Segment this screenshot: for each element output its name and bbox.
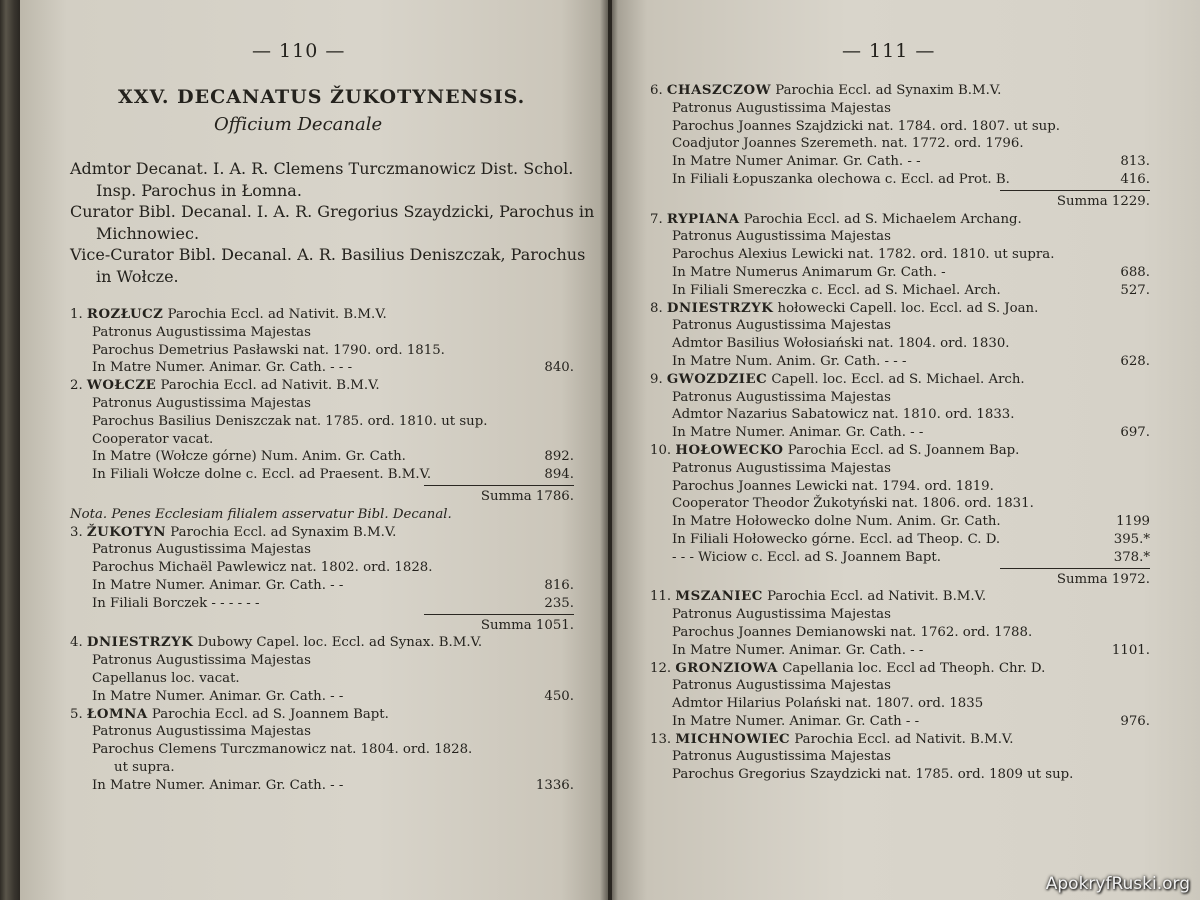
souls-count: 840. — [544, 360, 574, 376]
entry-line — [650, 389, 1150, 407]
parish-heading — [650, 371, 1150, 389]
parish-heading — [70, 524, 574, 542]
parish-heading-text — [70, 634, 482, 652]
parish-heading — [650, 82, 1150, 100]
parish-name: DNIESTRZYK — [86, 635, 194, 651]
officium-line: Curator Bibl. Decanal. I. A. R. Gregorius Szaydzicki, Parochus in Michnowiec. — [70, 202, 595, 243]
entry-line — [70, 759, 574, 777]
entry-text: Patronus Augustissima Majestas — [672, 318, 891, 334]
parish-heading-text — [650, 731, 1013, 749]
left-page — [20, 0, 608, 900]
entry-line — [650, 171, 1150, 189]
entry-text: Patronus Augustissima Majestas — [672, 460, 891, 476]
entry-line — [650, 513, 1150, 531]
entry-text: In Filiali Smereczka c. Eccl. ad S. Michael. Arch. — [672, 282, 1001, 298]
entry-text: In Matre Numerus Animarum Gr. Cath. - — [672, 264, 946, 280]
souls-count: 976. — [1120, 713, 1150, 729]
entry-text: Patronus Augustissima Majestas — [672, 607, 891, 623]
souls-count: 1101. — [1111, 642, 1150, 658]
entry-text: Parochus Clemens Turczmanowicz nat. 1804. ord. 1828. — [92, 742, 473, 758]
entry-line — [650, 606, 1150, 624]
souls-count: 416. — [1120, 171, 1150, 187]
entry-text: Admtor Hilarius Polański nat. 1807. ord. 1835 — [672, 696, 984, 712]
parish-heading — [650, 442, 1150, 460]
entry-line — [650, 246, 1150, 264]
entry-text: Parochus Michaël Pawlewicz nat. 1802. ord. 1828. — [92, 560, 433, 576]
souls-count: 688. — [1120, 264, 1150, 280]
entry-text: In Matre Numer. Animar. Gr. Cath. - - - — [92, 360, 353, 376]
parish-name: DNIESTRZYK — [666, 300, 774, 316]
nota-text: Nota. Penes Ecclesiam filialem asservatur Bibl. Decanal. — [70, 506, 452, 522]
entry-text: Coadjutor Joannes Szeremeth. nat. 1772. ord. 1796. — [672, 136, 1024, 152]
parish-number: 1. — [70, 307, 83, 322]
entry-line — [70, 541, 574, 559]
parish-name: HOŁOWECKO — [675, 442, 784, 458]
entry-line — [650, 353, 1150, 371]
entry-text: Patronus Augustissima Majestas — [92, 653, 311, 669]
souls-count: 1336. — [535, 777, 574, 793]
entry-line — [650, 406, 1150, 424]
parish-description: Parochia Eccl. ad Synaxim B.M.V. — [170, 524, 397, 540]
parish-number: 3. — [70, 524, 83, 540]
parish-name: WOŁCZE — [86, 378, 157, 394]
summa-text: Summa 1051. — [480, 617, 574, 633]
entry-text: Capellanus loc. vacat. — [92, 670, 240, 686]
right-page — [612, 0, 1200, 900]
souls-count: 813. — [1120, 154, 1150, 170]
parish-number: 9. — [650, 371, 663, 387]
parish-heading-text — [650, 82, 1001, 100]
entry-line — [650, 153, 1150, 171]
entry-text: Cooperator Theodor Žukotyński nat. 1806. ord. 1831. — [672, 496, 1034, 512]
entry-line — [70, 324, 574, 342]
entry-line — [650, 642, 1150, 660]
entry-text: In Matre Numer. Animar. Gr. Cath. - - — [92, 577, 344, 593]
entry-line — [70, 652, 574, 670]
entry-text: In Filiali Hołowecko górne. Eccl. ad Theop. C. D. — [672, 531, 1001, 547]
entry-line — [650, 713, 1150, 731]
parish-number: 5. — [70, 706, 83, 722]
parish-heading-text — [650, 442, 1019, 460]
parish-heading-text — [650, 660, 1045, 678]
parish-description: Capell. loc. Eccl. ad S. Michael. Arch. — [771, 371, 1025, 387]
entry-line — [650, 228, 1150, 246]
parish-name: ROZŁUCZ — [86, 307, 164, 322]
parish-heading — [70, 634, 574, 652]
entry-line — [650, 766, 1150, 784]
parish-description: Parochia Eccl. ad S. Michaelem Archang. — [743, 211, 1022, 227]
souls-count: 395.* — [1113, 531, 1150, 547]
entry-line — [70, 559, 574, 577]
entry-line — [70, 723, 574, 741]
parish-heading-text — [70, 706, 389, 724]
parish-summa — [650, 193, 1150, 211]
entry-text: In Matre Numer. Animar. Gr. Cath. - - — [92, 777, 344, 793]
parish-heading — [70, 706, 574, 724]
souls-count: 235. — [544, 595, 574, 611]
parish-heading-text — [70, 377, 380, 395]
entry-line — [650, 264, 1150, 282]
entry-text: Admtor Basilius Wołosiański nat. 1804. ord. 1830. — [672, 336, 1010, 352]
souls-count: 450. — [544, 688, 574, 704]
officium-line: Admtor Decanat. I. A. R. Clemens Turczmanowicz Dist. Schol. Insp. Parochus in Łomna. — [70, 159, 574, 200]
parish-name: RYPIANA — [666, 211, 740, 227]
entry-text: Patronus Augustissima Majestas — [92, 724, 311, 740]
watermark: ApokryfRuski.org — [1045, 874, 1190, 894]
parish-name: GRONZIOWA — [675, 660, 778, 676]
deanery-title: XXV. DECANATUS ŽUKOTYNENSIS. — [118, 86, 526, 108]
parish-heading — [650, 660, 1150, 678]
entry-text: Patronus Augustissima Majestas — [92, 542, 311, 558]
parish-name: CHASZCZOW — [666, 83, 771, 98]
entry-text: Patronus Augustissima Majestas — [92, 395, 311, 411]
entry-text: In Matre Numer. Animar. Gr. Cath. - - — [672, 642, 924, 658]
parish-name: GWOZDZIEC — [666, 371, 768, 387]
souls-count: 628. — [1120, 353, 1150, 369]
parish-heading — [70, 306, 574, 324]
parish-description: Parochia Eccl. ad Synaxim B.M.V. — [775, 83, 1002, 98]
entry-text: In Filiali Wołcze dolne c. Eccl. ad Praesent. B.M.V. — [92, 467, 432, 483]
souls-count: 697. — [1120, 425, 1150, 441]
entry-text: Parochus Gregorius Szaydzicki nat. 1785. ord. 1809 ut sup. — [672, 767, 1074, 783]
parish-heading — [650, 588, 1150, 606]
officium-line: Vice-Curator Bibl. Decanal. A. R. Basilius Deniszczak, Parochus in Wołcze. — [70, 245, 586, 286]
entry-line — [650, 460, 1150, 478]
entry-line — [70, 413, 574, 431]
entry-line — [650, 695, 1150, 713]
parish-heading — [650, 731, 1150, 749]
entry-text: Parochus Joannes Szajdzicki nat. 1784. ord. 1807. ut sup. — [672, 118, 1060, 134]
entry-line — [70, 741, 574, 759]
officium-block — [70, 158, 600, 287]
entry-text: Patronus Augustissima Majestas — [92, 324, 311, 340]
parish-heading-text — [70, 306, 387, 324]
entry-text: In Matre Numer. Animar. Gr. Cath - - — [672, 713, 920, 729]
parish-heading — [70, 377, 574, 395]
parish-description: Parochia Eccl. ad Nativit. B.M.V. — [160, 378, 380, 394]
entry-text: Parochus Joannes Lewicki nat. 1794. ord. 1819. — [672, 478, 994, 494]
parish-description: Capellania loc. Eccl ad Theoph. Chr. D. — [782, 660, 1046, 676]
parish-description: Dubowy Capel. loc. Eccl. ad Synax. B.M.V. — [197, 635, 483, 651]
entry-text: Parochus Demetrius Pasławski nat. 1790. ord. 1815. — [92, 342, 445, 358]
souls-count: 378.* — [1113, 549, 1150, 565]
souls-count: 892. — [544, 449, 574, 465]
deanery-subtitle: Officium Decanale — [214, 114, 383, 135]
souls-count: 527. — [1120, 282, 1150, 298]
entry-line — [650, 748, 1150, 766]
parish-heading-text — [70, 524, 396, 542]
entry-text: Parochus Basilius Deniszczak nat. 1785. ord. 1810. ut sup. — [92, 413, 488, 429]
parish-description: hołowecki Capell. loc. Eccl. ad S. Joan. — [777, 300, 1039, 316]
entry-line — [650, 531, 1150, 549]
parish-heading-text — [650, 371, 1025, 389]
souls-count: 816. — [544, 577, 574, 593]
parish-name: MICHNOWIEC — [675, 731, 791, 747]
nota-line — [70, 506, 574, 524]
entry-line — [650, 118, 1150, 136]
entry-line — [70, 395, 574, 413]
entry-text: Parochus Joannes Demianowski nat. 1762. ord. 1788. — [672, 624, 1033, 640]
entry-text: In Matre Hołowecko dolne Num. Anim. Gr. Cath. — [672, 514, 1001, 530]
entry-line — [70, 342, 574, 360]
entry-line — [650, 135, 1150, 153]
entry-line — [650, 478, 1150, 496]
parish-heading-text — [650, 211, 1022, 229]
parish-number: 4. — [70, 635, 83, 651]
entry-text: - - - Wiciow c. Eccl. ad S. Joannem Bapt. — [672, 549, 941, 565]
parish-number: 8. — [650, 300, 663, 316]
parish-name: MSZANIEC — [675, 589, 763, 605]
parish-name: ŽUKOTYN — [86, 524, 167, 540]
entry-line — [650, 424, 1150, 442]
parish-number: 7. — [650, 211, 663, 227]
parish-summa — [70, 488, 574, 506]
parish-number: 6. — [650, 83, 663, 98]
parish-summa — [650, 571, 1150, 589]
entry-line — [650, 100, 1150, 118]
entry-line — [70, 595, 574, 613]
entry-text: In Filiali Łopuszanka olechowa c. Eccl. ad Prot. B. — [672, 171, 1010, 187]
parish-name: ŁOMNA — [86, 706, 148, 722]
entry-text: In Matre Numer Animar. Gr. Cath. - - — [672, 154, 921, 170]
parish-description: Parochia Eccl. ad Nativit. B.M.V. — [767, 589, 987, 605]
parish-description: Parochia Eccl. ad Nativit. B.M.V. — [794, 731, 1014, 747]
parish-description: Parochia Eccl. ad S. Joannem Bapt. — [151, 706, 389, 722]
entry-text: ut supra. — [114, 759, 175, 775]
souls-count: 894. — [544, 467, 574, 483]
parish-list — [650, 82, 1150, 784]
summa-text: Summa 1972. — [1056, 571, 1150, 587]
entry-line — [70, 448, 574, 466]
parish-description: Parochia Eccl. ad Nativit. B.M.V. — [167, 307, 387, 322]
parish-list — [70, 306, 574, 795]
parish-number: 13. — [650, 731, 672, 747]
entry-line — [650, 677, 1150, 695]
parish-heading — [650, 300, 1150, 318]
entry-text: Patronus Augustissima Majestas — [672, 678, 891, 694]
entry-line — [70, 466, 574, 484]
entry-line — [70, 777, 574, 795]
entry-text: In Filiali Borczek - - - - - - — [92, 595, 260, 611]
parish-heading-text — [650, 588, 986, 606]
entry-text: In Matre (Wołcze górne) Num. Anim. Gr. Cath. — [92, 449, 406, 465]
entry-text: Parochus Alexius Lewicki nat. 1782. ord. 1810. ut supra. — [672, 247, 1055, 263]
parish-heading — [650, 211, 1150, 229]
parish-number: 12. — [650, 660, 672, 676]
entry-line — [650, 317, 1150, 335]
parish-heading-text — [650, 300, 1038, 318]
entry-line — [70, 431, 574, 449]
entry-text: Patronus Augustissima Majestas — [672, 749, 891, 765]
parish-description: Parochia Eccl. ad S. Joannem Bap. — [787, 442, 1020, 458]
souls-count: 1199 — [1116, 514, 1150, 530]
page-number: — 111 — — [842, 40, 936, 62]
entry-line — [650, 495, 1150, 513]
entry-line — [70, 670, 574, 688]
entry-text: Patronus Augustissima Majestas — [672, 100, 891, 116]
entry-line — [70, 577, 574, 595]
entry-line — [650, 282, 1150, 300]
page-number: — 110 — — [252, 40, 346, 62]
parish-summa — [70, 617, 574, 635]
parish-number: 2. — [70, 378, 83, 394]
entry-text: In Matre Numer. Animar. Gr. Cath. - - — [92, 688, 344, 704]
entry-line — [650, 549, 1150, 567]
entry-line — [650, 624, 1150, 642]
entry-line — [650, 335, 1150, 353]
parish-number: 11. — [650, 589, 672, 605]
entry-text: Patronus Augustissima Majestas — [672, 229, 891, 245]
entry-line — [70, 688, 574, 706]
entry-text: In Matre Numer. Animar. Gr. Cath. - - — [672, 425, 924, 441]
parish-number: 10. — [650, 442, 672, 458]
entry-line — [70, 359, 574, 377]
book-gutter — [600, 0, 618, 900]
entry-text: Patronus Augustissima Majestas — [672, 389, 891, 405]
summa-text: Summa 1786. — [480, 488, 574, 504]
summa-text: Summa 1229. — [1056, 193, 1150, 209]
entry-text: Cooperator vacat. — [92, 431, 214, 447]
entry-text: In Matre Num. Anim. Gr. Cath. - - - — [672, 353, 907, 369]
entry-text: Admtor Nazarius Sabatowicz nat. 1810. ord. 1833. — [672, 407, 1015, 423]
